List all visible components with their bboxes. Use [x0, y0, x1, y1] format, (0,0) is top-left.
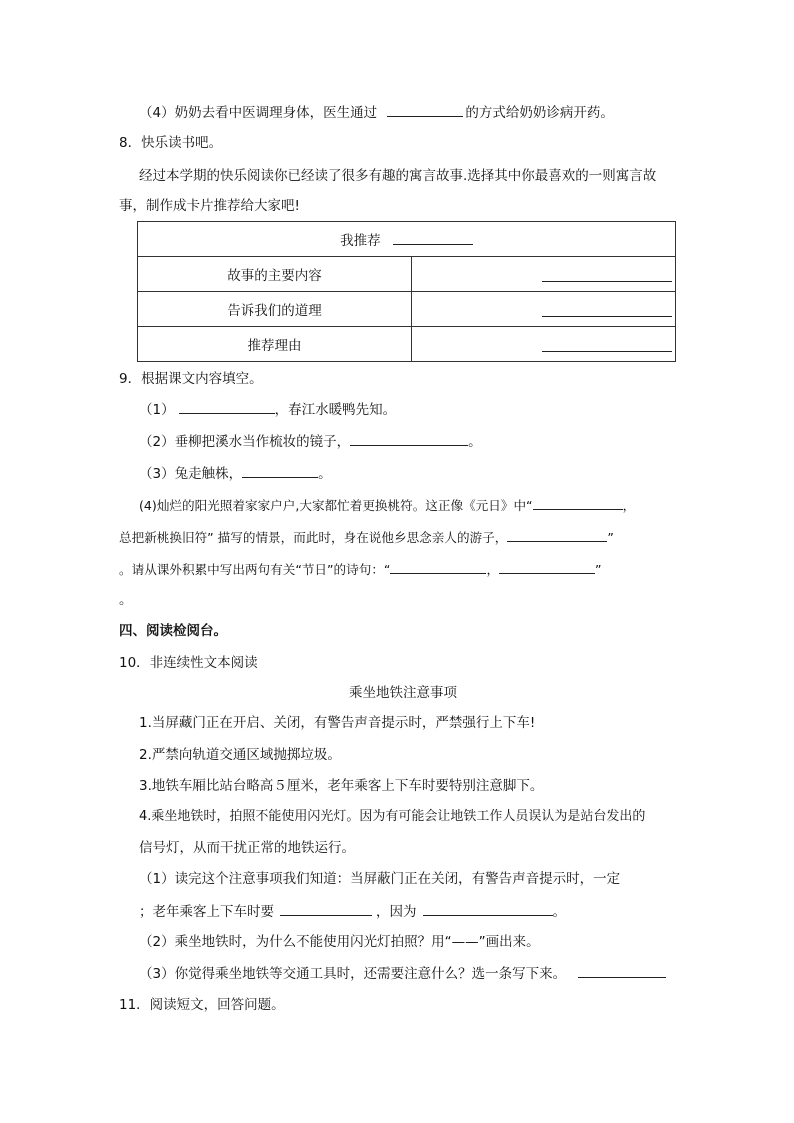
q8-title: 8．快乐读书吧。	[119, 135, 223, 151]
answer-blank[interactable]	[578, 964, 666, 978]
q9-item4-line3: 。请从课外积累中写出两句有关“节日”的诗句：“ ， ”	[119, 562, 602, 577]
q10-title: 10．非连续性文本阅读	[119, 655, 258, 671]
answer-blank[interactable]	[179, 400, 275, 414]
recommend-card	[137, 221, 676, 362]
answer-blank[interactable]	[242, 464, 318, 478]
card-answer-blank[interactable]	[542, 351, 672, 352]
answer-blank[interactable]	[387, 103, 463, 117]
q8-intro-line1: 经过本学期的快乐阅读你已经读了很多有趣的寓言故事.选择其中你最喜欢的一则寓言故	[139, 168, 657, 184]
q9-item4-line4: 。	[119, 592, 133, 608]
q9-title: 9．根据课文内容填空。	[119, 371, 263, 387]
rule-item-cont: 信号灯，从而干扰正常的地铁运行。	[139, 840, 355, 856]
card-row-label: 故事的主要内容	[138, 257, 412, 292]
answer-blank[interactable]	[499, 560, 595, 574]
answer-blank[interactable]	[423, 902, 553, 916]
q9-item2: （2）垂柳把溪水当作梳妆的镜子， 。	[139, 434, 482, 450]
q9-item4-line1: (4)灿烂的阳光照着家家户户,大家都忙着更换桃符。这正像《元日》中“ ，	[139, 498, 636, 513]
section-title: 四、阅读检阅台。	[119, 623, 227, 639]
card-answer-blank[interactable]	[542, 281, 672, 282]
answer-blank[interactable]	[507, 528, 607, 542]
card-answer-blank[interactable]	[542, 316, 672, 317]
q9-item3: （3）兔走触株， 。	[139, 466, 332, 482]
q8-intro-line2: 事，制作成卡片推荐给大家吧!	[119, 198, 300, 214]
recommend-blank[interactable]	[393, 231, 473, 245]
q10-sub3: （3）你觉得乘坐地铁等交通工具时，还需要注意什么？选一条写下来。	[139, 964, 666, 983]
card-row	[138, 292, 676, 327]
q10-sub1-line1: （1）读完这个注意事项我们知道：当屏蔽门正在关闭，有警告声音提示时，一定	[139, 871, 621, 887]
answer-blank[interactable]	[350, 432, 468, 446]
q10-sub1-line2: ；老年乘客上下车时要 ，因为 。	[139, 904, 566, 920]
card-row-label: 推荐理由	[138, 327, 412, 362]
card-row	[138, 327, 676, 362]
card-row-label: 告诉我们的道理	[138, 292, 412, 327]
answer-blank[interactable]	[280, 902, 372, 916]
card-header-row	[138, 222, 676, 257]
text-title: 乘坐地铁注意事项	[349, 685, 457, 701]
card-header-label: 我推荐	[340, 233, 381, 249]
rule-item: 2.严禁向轨道交通区域抛掷垃圾。	[139, 747, 341, 763]
answer-blank[interactable]	[533, 496, 623, 510]
q9-item1: （1） ，春江水暖鸭先知。	[139, 402, 397, 418]
q7-item4: （4）奶奶去看中医调理身体，医生通过 的方式给奶奶诊病开药。	[139, 105, 614, 121]
answer-blank[interactable]	[390, 560, 486, 574]
rule-item: 3.地铁车厢比站台略高５厘米，老年乘客上下车时要特别注意脚下。	[139, 778, 544, 794]
card-row	[138, 257, 676, 292]
rule-item: 4.乘坐地铁时，拍照不能使用闪光灯。因为有可能会让地铁工作人员误认为是站台发出的	[139, 809, 646, 824]
q11-title: 11．阅读短文，回答问题。	[119, 997, 285, 1013]
q10-sub2: （2）乘坐地铁时，为什么不能使用闪光灯拍照？用“——”画出来。	[139, 934, 540, 950]
q9-item4-line2: 总把新桃换旧符” 描写的情景，而此时，身在说他乡思念亲人的游子， ”	[119, 530, 614, 545]
rule-item: 1.当屏藏门正在开启、关闭，有警告声音提示时，严禁强行上下车!	[139, 715, 536, 731]
